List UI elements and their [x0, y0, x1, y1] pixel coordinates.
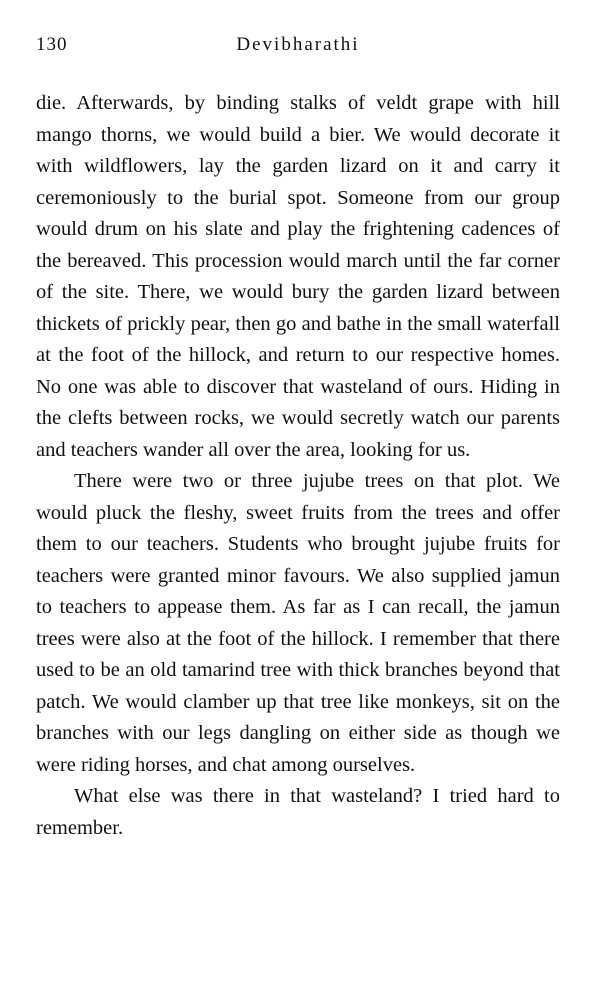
page-number: 130 — [36, 34, 68, 55]
paragraph-jujube-trees: There were two or three jujube trees on that plot. We would pluck the fleshy, sweet fruits from the trees and offer them to our teachers. Students who brought jujube fruits for teachers were granted minor favours. We also supplied jamun to teachers to appease them. As far as I can recall, the jamun trees were also at the foot of the hillock. I remember that there used to be an old tamarind tree with thick branches beyond that patch. We would clamber up that tree like monkeys, sit on the branches with our legs dangling on either side as though we were riding horses, and chat among ourselves. — [36, 470, 560, 776]
paragraph-continued: die. Afterwards, by binding stalks of veldt grape with hill mango thorns, we would build a bier. We would decorate it with wildflowers, lay the garden lizard on it and carry it ceremoniously to the burial spot. Someone from our group would drum on his slate and play the frightening cadences of the bereaved. This procession would march until the far corner of the site. There, we would bury the garden lizard between thickets of prickly pear, then go and bathe in the small waterfall at the foot of the hillock, and return to our respective homes. No one was able to discover that wasteland of ours. Hiding in the clefts between rocks, we would secretly watch our parents and teachers wander all over the area, looking for us. — [36, 92, 560, 461]
page-header — [36, 34, 560, 60]
running-title: Devibharathi — [236, 34, 360, 55]
body-text — [36, 88, 560, 844]
paragraph-wasteland-question: What else was there in that wasteland? I tried hard to remember. — [36, 785, 560, 839]
